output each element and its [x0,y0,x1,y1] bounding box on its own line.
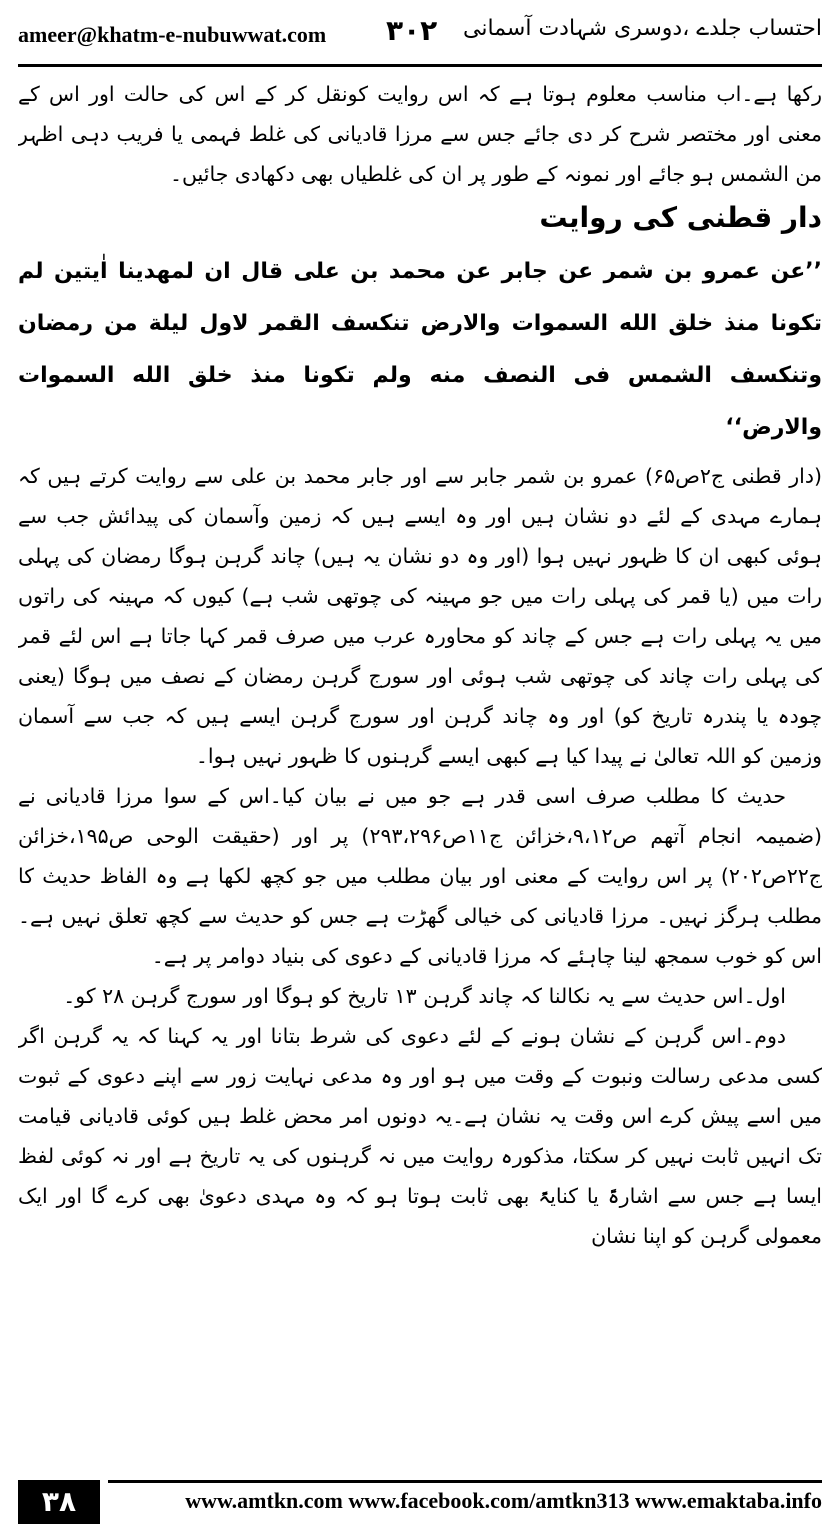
header-email: ameer@khatm-e-nubuwwat.com [18,22,327,47]
paragraph-first-point: اول۔اس حدیث سے یہ نکالنا کہ چاند گرہن ۱۳ تاریخ کو ہوگا اور سورج گرہن ۲۸ کو۔ [63,984,786,1008]
footer-links: www.amtkn.com www.facebook.com/amtkn313 www.emaktaba.info [185,1488,822,1513]
arabic-hadith: ’’عن عمرو بن شمر عن جابر عن محمد بن علی قال ان لمهدینا اٰیتین لم تکونا منذ خلق الله السموات والارض تنکسف القمر لاول لیلة من رمضان وتنکسف الشمس فی النصف منه ولم تکونا منذ خلق الله السموات والارض‘‘ [18,259,822,440]
section-heading: دار قطنی کی روایت [539,201,822,234]
footer-page-number: ۳۸ [18,1480,100,1524]
page-footer [18,1476,822,1528]
header-book-title: احتساب جلدے ،دوسری شہادت آسمانی [463,16,822,41]
header-page-number: ۳۰۲ [386,14,438,47]
paragraph-explanation: حدیث کا مطلب صرف اسی قدر ہے جو میں نے بیان کیا۔اس کے سوا مرزا قادیانی نے (ضمیمہ انجام آتھم ص۹،۱۲،خزائن ج۱۱ص۲۹۳،۲۹۶) پر اور (حقیقت الوحی ص۱۹۵،خزائن ج۲۲ص۲۰۲) پر اس روایت کے معنی اور بیان مطلب میں جو کچھ لکھا ہے وہ الفاظ حدیث کا مطلب ہرگز نہیں۔ مرزا قادیانی کی خیالی گھڑت ہے جس کو حدیث سے کچھ تعلق نہیں ہے۔اس کو خوب سمجھ لینا چاہئے کہ مرزا قادیانی کے دعوی کی بنیاد دوامر پر ہے۔ [18,784,822,968]
page-header [18,8,822,70]
paragraph-translation: (دار قطنی ج۲ص۶۵) عمرو بن شمر جابر سے اور جابر محمد بن علی سے روایت کرتے ہیں کہ ہمارے مہدی کے لئے دو نشان ہیں اور وہ ایسے ہیں کہ زمین وآسمان کی پیدائش جب سے ہوئی کبھی ان کا ظہور نہیں ہوا (اور وہ دو نشان یہ ہیں) چاند گرہن ہوگا رمضان کی پہلی رات میں (یا قمر کی پہلی رات میں جو مہینہ کی چوتھی شب ہے) کیوں کہ مہینہ کی راتوں میں یہ پہلی رات ہے جس کے چاند کو محاورہ عرب میں صرف قمر کہا جاتا ہے اس لئے قمر کی پہلی رات چاند کی چوتھی شب ہوئی اور سورج گرہن رمضان کے نصف میں ہوگا (یعنی چودہ یا پندرہ تاریخ کو) اور وہ چاند گرہن اور سورج گرہن ایسے ہیں کہ جب سے آسمان وزمین کو اللہ تعالیٰ نے پیدا کیا ہے کبھی ایسے گرہنوں کا ظہور نہیں ہوا۔ [18,464,822,768]
paragraph-second-point: دوم۔اس گرہن کے نشان ہونے کے لئے دعوی کی شرط بتانا اور یہ کہنا کہ یہ گرہن اگر کسی مدعی رسالت ونبوت کے وقت میں ہو اور وہ مدعی نہایت زور سے اپنے دعوی کے ثبوت میں اسے پیش کرے اس وقت یہ نشان ہے۔یہ دونوں امر محض غلط ہیں کوئی قادیانی قیامت تک انہیں ثابت نہیں کر سکتا، مذکورہ روایت میں نہ گرہنوں کی یہ تاریخ ہے اور نہ کوئی لفظ ایسا ہے جس سے اشارۃً یا کنایۃً بھی ثابت ہوتا ہو کہ وہ مہدی دعویٰ بھی کرے گا اور ایک معمولی گرہن کو اپنا نشان [18,1024,822,1248]
page-body [18,74,822,1464]
header-rule [18,64,822,67]
footer-rule [108,1480,822,1483]
paragraph-intro: رکھا ہے۔اب مناسب معلوم ہوتا ہے کہ اس روایت کونقل کر کے اس کی حالت اور اس کے معنی اور مختصر شرح کر دی جائے جس سے مرزا قادیانی کی غلط فہمی یا فریب دہی اظہر من الشمس ہو جائے اور نمونہ کے طور پر ان کی غلطیاں بھی دکھادی جائیں۔ [18,82,822,186]
